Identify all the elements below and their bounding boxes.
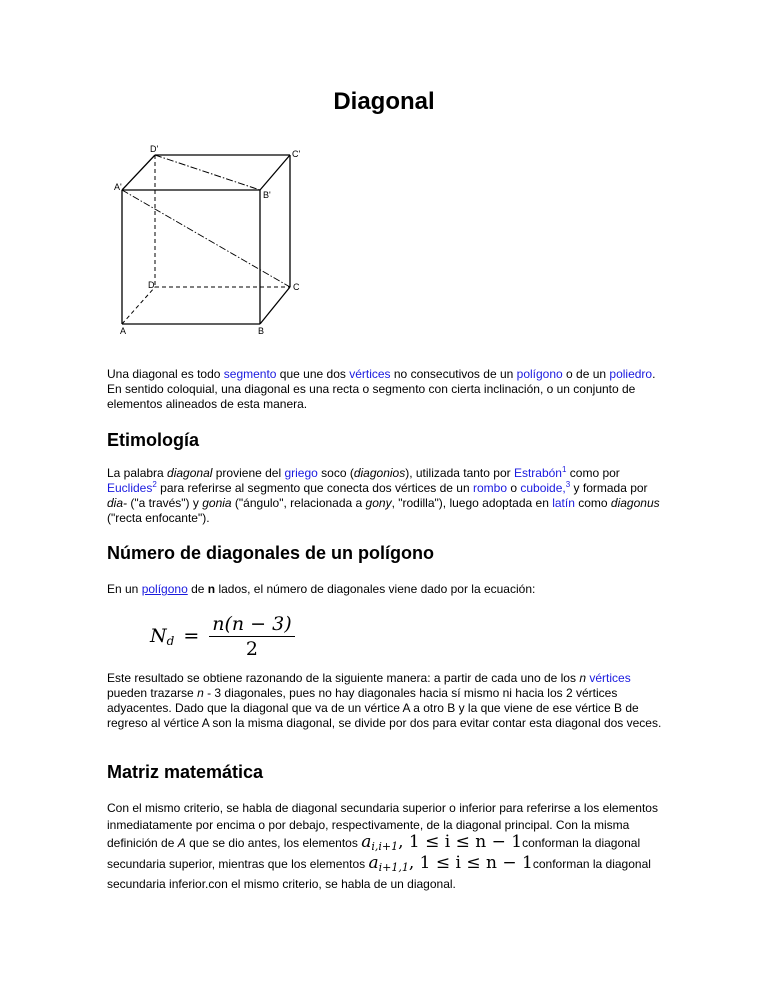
matriz-paragraph — [107, 800, 663, 893]
etimologia-paragraph — [107, 466, 663, 526]
intro-text: o de un — [562, 367, 610, 381]
numero-text: pueden trazarse — [107, 686, 198, 700]
cube-diagram — [112, 142, 312, 338]
ref-3[interactable]: 3 — [565, 480, 571, 489]
etimologia-text: ("a través") y — [127, 496, 203, 510]
etimologia-text: ), utilizada tanto por — [405, 466, 514, 480]
link-griego[interactable]: griego — [284, 466, 318, 480]
matriz-text: Con el mismo criterio, se habla de diagonal secundaria superior o inferior para referirse a los elementos inmediatamente por encima o por debajo, respectivamente, de la diagonal principal. Con la misma definición de — [107, 801, 658, 850]
vertex-label-c: C — [293, 282, 300, 292]
cube-figure — [112, 142, 312, 338]
vertex-label-d-prime: D' — [150, 144, 159, 154]
formula-sub: d — [166, 634, 175, 648]
link-vertices[interactable]: vértices — [349, 367, 391, 381]
numero-text: En un — [107, 582, 142, 596]
numero-text: - 3 diagonales, pues no hay diagonales hacia sí mismo ni hacia los 2 vértices adyacentes. Dado que la diagonal que va de un vértice A a otro B y la que viene de ese vértice B de regreso al vértice A son la misma diagonal, se divide por dos para evitar contar esta diagonal dos veces. — [107, 686, 662, 730]
link-segmento[interactable]: segmento — [223, 367, 277, 381]
page-title: Diagonal — [333, 88, 435, 115]
vertex-label-c-prime: C' — [292, 149, 301, 159]
heading-matriz: Matriz matemática — [107, 762, 264, 782]
math-upper-elements — [361, 832, 522, 852]
term-gonia: gonia — [202, 496, 232, 510]
etimologia-text: soco ( — [317, 466, 354, 480]
etimologia-text: para referirse al segmento que conecta dos vértices de un — [156, 481, 473, 495]
etimologia-text: y formada por — [570, 481, 648, 495]
ref-1[interactable]: 1 — [561, 465, 567, 474]
etimologia-text: o — [507, 481, 521, 495]
math-range: , 1 ≤ i ≤ n − 1 — [398, 832, 523, 852]
numero-text: de — [187, 582, 208, 596]
vertex-label-d: D — [148, 280, 155, 290]
math-lower-elements — [368, 853, 532, 873]
bold-n: n — [207, 582, 216, 596]
intro-text: . En sentido coloquial, una diagonal es una recta o segmento con cierta inclinación, o un conjunto de elementos alineados de esta manera. — [107, 367, 656, 411]
link-estrabon[interactable]: Estrabón — [513, 466, 562, 480]
intro-text: no consecutivos de un — [390, 367, 517, 381]
etimologia-text: La palabra — [107, 466, 168, 480]
numero-text: Este resultado se obtiene razonando de la siguiente manera: a partir de cada uno de los — [107, 671, 580, 685]
link-latin[interactable]: latín — [552, 496, 575, 510]
numero-explanation-paragraph — [107, 671, 663, 731]
intro-text: que une dos — [276, 367, 350, 381]
term-n: n — [579, 671, 586, 685]
term-dia: dia- — [107, 496, 128, 510]
numero-intro-paragraph — [107, 582, 663, 597]
math-base: a — [368, 853, 379, 873]
vertex-label-a: A — [120, 326, 127, 336]
intro-paragraph — [107, 367, 663, 412]
vertex-label-b: B — [258, 326, 265, 336]
intro-text: Una diagonal es todo — [107, 367, 224, 381]
etimologia-text: ("ángulo", relacionada a — [231, 496, 366, 510]
heading-numero-diagonales: Número de diagonales de un polígono — [107, 543, 435, 563]
etimologia-text: , "rodilla"), luego adoptada en — [391, 496, 553, 510]
matriz-text: que se dio antes, los elementos — [185, 836, 362, 850]
etimologia-text: como — [574, 496, 611, 510]
ref-2[interactable]: 2 — [152, 480, 157, 489]
formula-equals: = — [183, 625, 200, 647]
etimologia-text: proviene del — [212, 466, 285, 480]
link-euclides[interactable]: Euclides — [107, 481, 153, 495]
vertex-label-a-prime: A' — [114, 182, 122, 192]
matriz-text: conforman la diagonal secundaria inferior.con el mismo criterio, se habla de un diagonal. — [107, 857, 651, 891]
term-diagonus: diagonus — [610, 496, 660, 510]
vertex-label-b-prime: B' — [263, 190, 271, 200]
term-n: n — [197, 686, 204, 700]
link-vertices-2[interactable]: vértices — [589, 671, 631, 685]
link-cuboide[interactable]: cuboide, — [520, 481, 566, 495]
etimologia-text: ("recta enfocante"). — [107, 511, 210, 525]
formula-lhs: N — [150, 625, 167, 647]
math-sub: i+1,1 — [378, 861, 409, 874]
math-base: a — [361, 832, 372, 852]
matriz-text: conforman la diagonal secundaria superior, mientras que los elementos — [107, 836, 641, 871]
formula-denominator: 2 — [245, 637, 258, 660]
link-poliedro[interactable]: poliedro — [609, 367, 653, 381]
term-diagonios: diagonios — [353, 466, 406, 480]
numero-text: lados, el número de diagonales viene dado por la ecuación: — [215, 582, 536, 596]
term-a: A — [177, 836, 186, 850]
formula-fraction — [209, 613, 294, 660]
link-poligono-2[interactable]: polígono — [141, 582, 188, 596]
math-sub: i,i+1 — [371, 840, 399, 853]
term-diagonal: diagonal — [167, 466, 213, 480]
link-poligono[interactable]: polígono — [516, 367, 563, 381]
heading-etimologia: Etimología — [107, 430, 200, 450]
formula-numerator: n(n − 3) — [209, 613, 294, 637]
link-rombo[interactable]: rombo — [473, 481, 508, 495]
etimologia-text: como por — [566, 466, 620, 480]
term-gony: gony — [365, 496, 392, 510]
diagonals-formula — [150, 612, 295, 660]
math-range: , 1 ≤ i ≤ n − 1 — [408, 853, 533, 873]
